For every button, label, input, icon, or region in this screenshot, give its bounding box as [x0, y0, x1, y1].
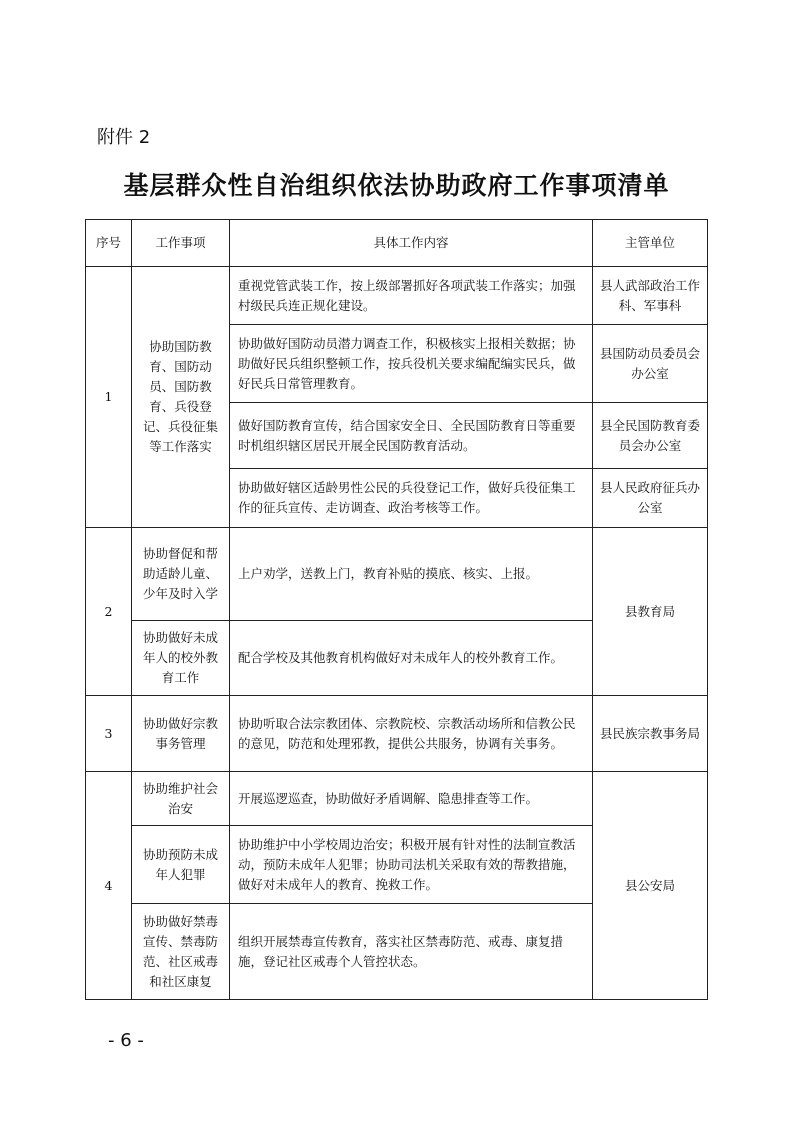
content-cell: 开展巡逻巡查，协助做好矛盾调解、隐患排查等工作。 [230, 772, 593, 826]
content-cell: 协助做好国防动员潜力调查工作，积极核实上报相关数据；协助做好民兵组织整顿工作，按兵役机关要求编配编实民兵，做好民兵日常管理教育。 [230, 325, 593, 403]
unit-cell: 县人民政府征兵办公室 [593, 469, 708, 528]
unit-cell: 县教育局 [593, 528, 708, 696]
table-row [86, 267, 708, 325]
content-cell: 配合学校及其他教育机构做好对未成年人的校外教育工作。 [230, 621, 593, 696]
seq-cell: 3 [86, 696, 132, 772]
content-cell: 上户劝学，送教上门，教育补贴的摸底、核实、上报。 [230, 528, 593, 621]
content-cell: 协助维护中小学校周边治安；积极开展有针对性的法制宣教活动，预防未成年人犯罪；协助司法机关采取有效的帮教措施，做好对未成年人的教育、挽救工作。 [230, 826, 593, 904]
content-cell: 重视党管武装工作，按上级部署抓好各项武装工作落实；加强村级民兵连正规化建设。 [230, 267, 593, 325]
item-cell: 协助做好未成年人的校外教育工作 [132, 621, 230, 696]
unit-cell: 县人武部政治工作科、军事科 [593, 267, 708, 325]
item-cell: 协助维护社会治安 [132, 772, 230, 826]
header-content: 具体工作内容 [230, 220, 593, 267]
content-cell: 协助听取合法宗教团体、宗教院校、宗教活动场所和信教公民的意见，防范和处理邪教，提供公共服务，协调有关事务。 [230, 696, 593, 772]
unit-cell: 县全民国防教育委员会办公室 [593, 403, 708, 469]
unit-cell: 县公安局 [593, 772, 708, 1000]
header-unit: 主管单位 [593, 220, 708, 267]
table-header-row [86, 220, 708, 267]
item-cell: 协助做好禁毒宣传、禁毒防范、社区戒毒和社区康复 [132, 904, 230, 1000]
unit-cell: 县国防动员委员会办公室 [593, 325, 708, 403]
seq-cell: 2 [86, 528, 132, 696]
item-cell: 协助预防未成年人犯罪 [132, 826, 230, 904]
table-row [86, 772, 708, 826]
table-row [86, 696, 708, 772]
work-items-table [85, 219, 708, 1000]
seq-cell: 1 [86, 267, 132, 528]
content-cell: 做好国防教育宣传，结合国家安全日、全民国防教育日等重要时机组织辖区居民开展全民国防教育活动。 [230, 403, 593, 469]
header-seq: 序号 [86, 220, 132, 267]
table-row [86, 528, 708, 621]
seq-cell: 4 [86, 772, 132, 1000]
header-item: 工作事项 [132, 220, 230, 267]
item-cell: 协助做好宗教事务管理 [132, 696, 230, 772]
page-number: - 6 - [108, 1030, 144, 1051]
unit-cell: 县民族宗教事务局 [593, 696, 708, 772]
content-cell: 组织开展禁毒宣传教育，落实社区禁毒防范、戒毒、康复措施，登记社区戒毒个人管控状态。 [230, 904, 593, 1000]
item-cell: 协助国防教育、国防动员、国防教育、兵役登记、兵役征集等工作落实 [132, 267, 230, 528]
document-title: 基层群众性自治组织依法协助政府工作事项清单 [123, 171, 670, 200]
content-cell: 协助做好辖区适龄男性公民的兵役登记工作，做好兵役征集工作的征兵宣传、走访调查、政治考核等工作。 [230, 469, 593, 528]
attachment-label: 附件 2 [97, 127, 151, 148]
item-cell: 协助督促和帮助适龄儿童、少年及时入学 [132, 528, 230, 621]
